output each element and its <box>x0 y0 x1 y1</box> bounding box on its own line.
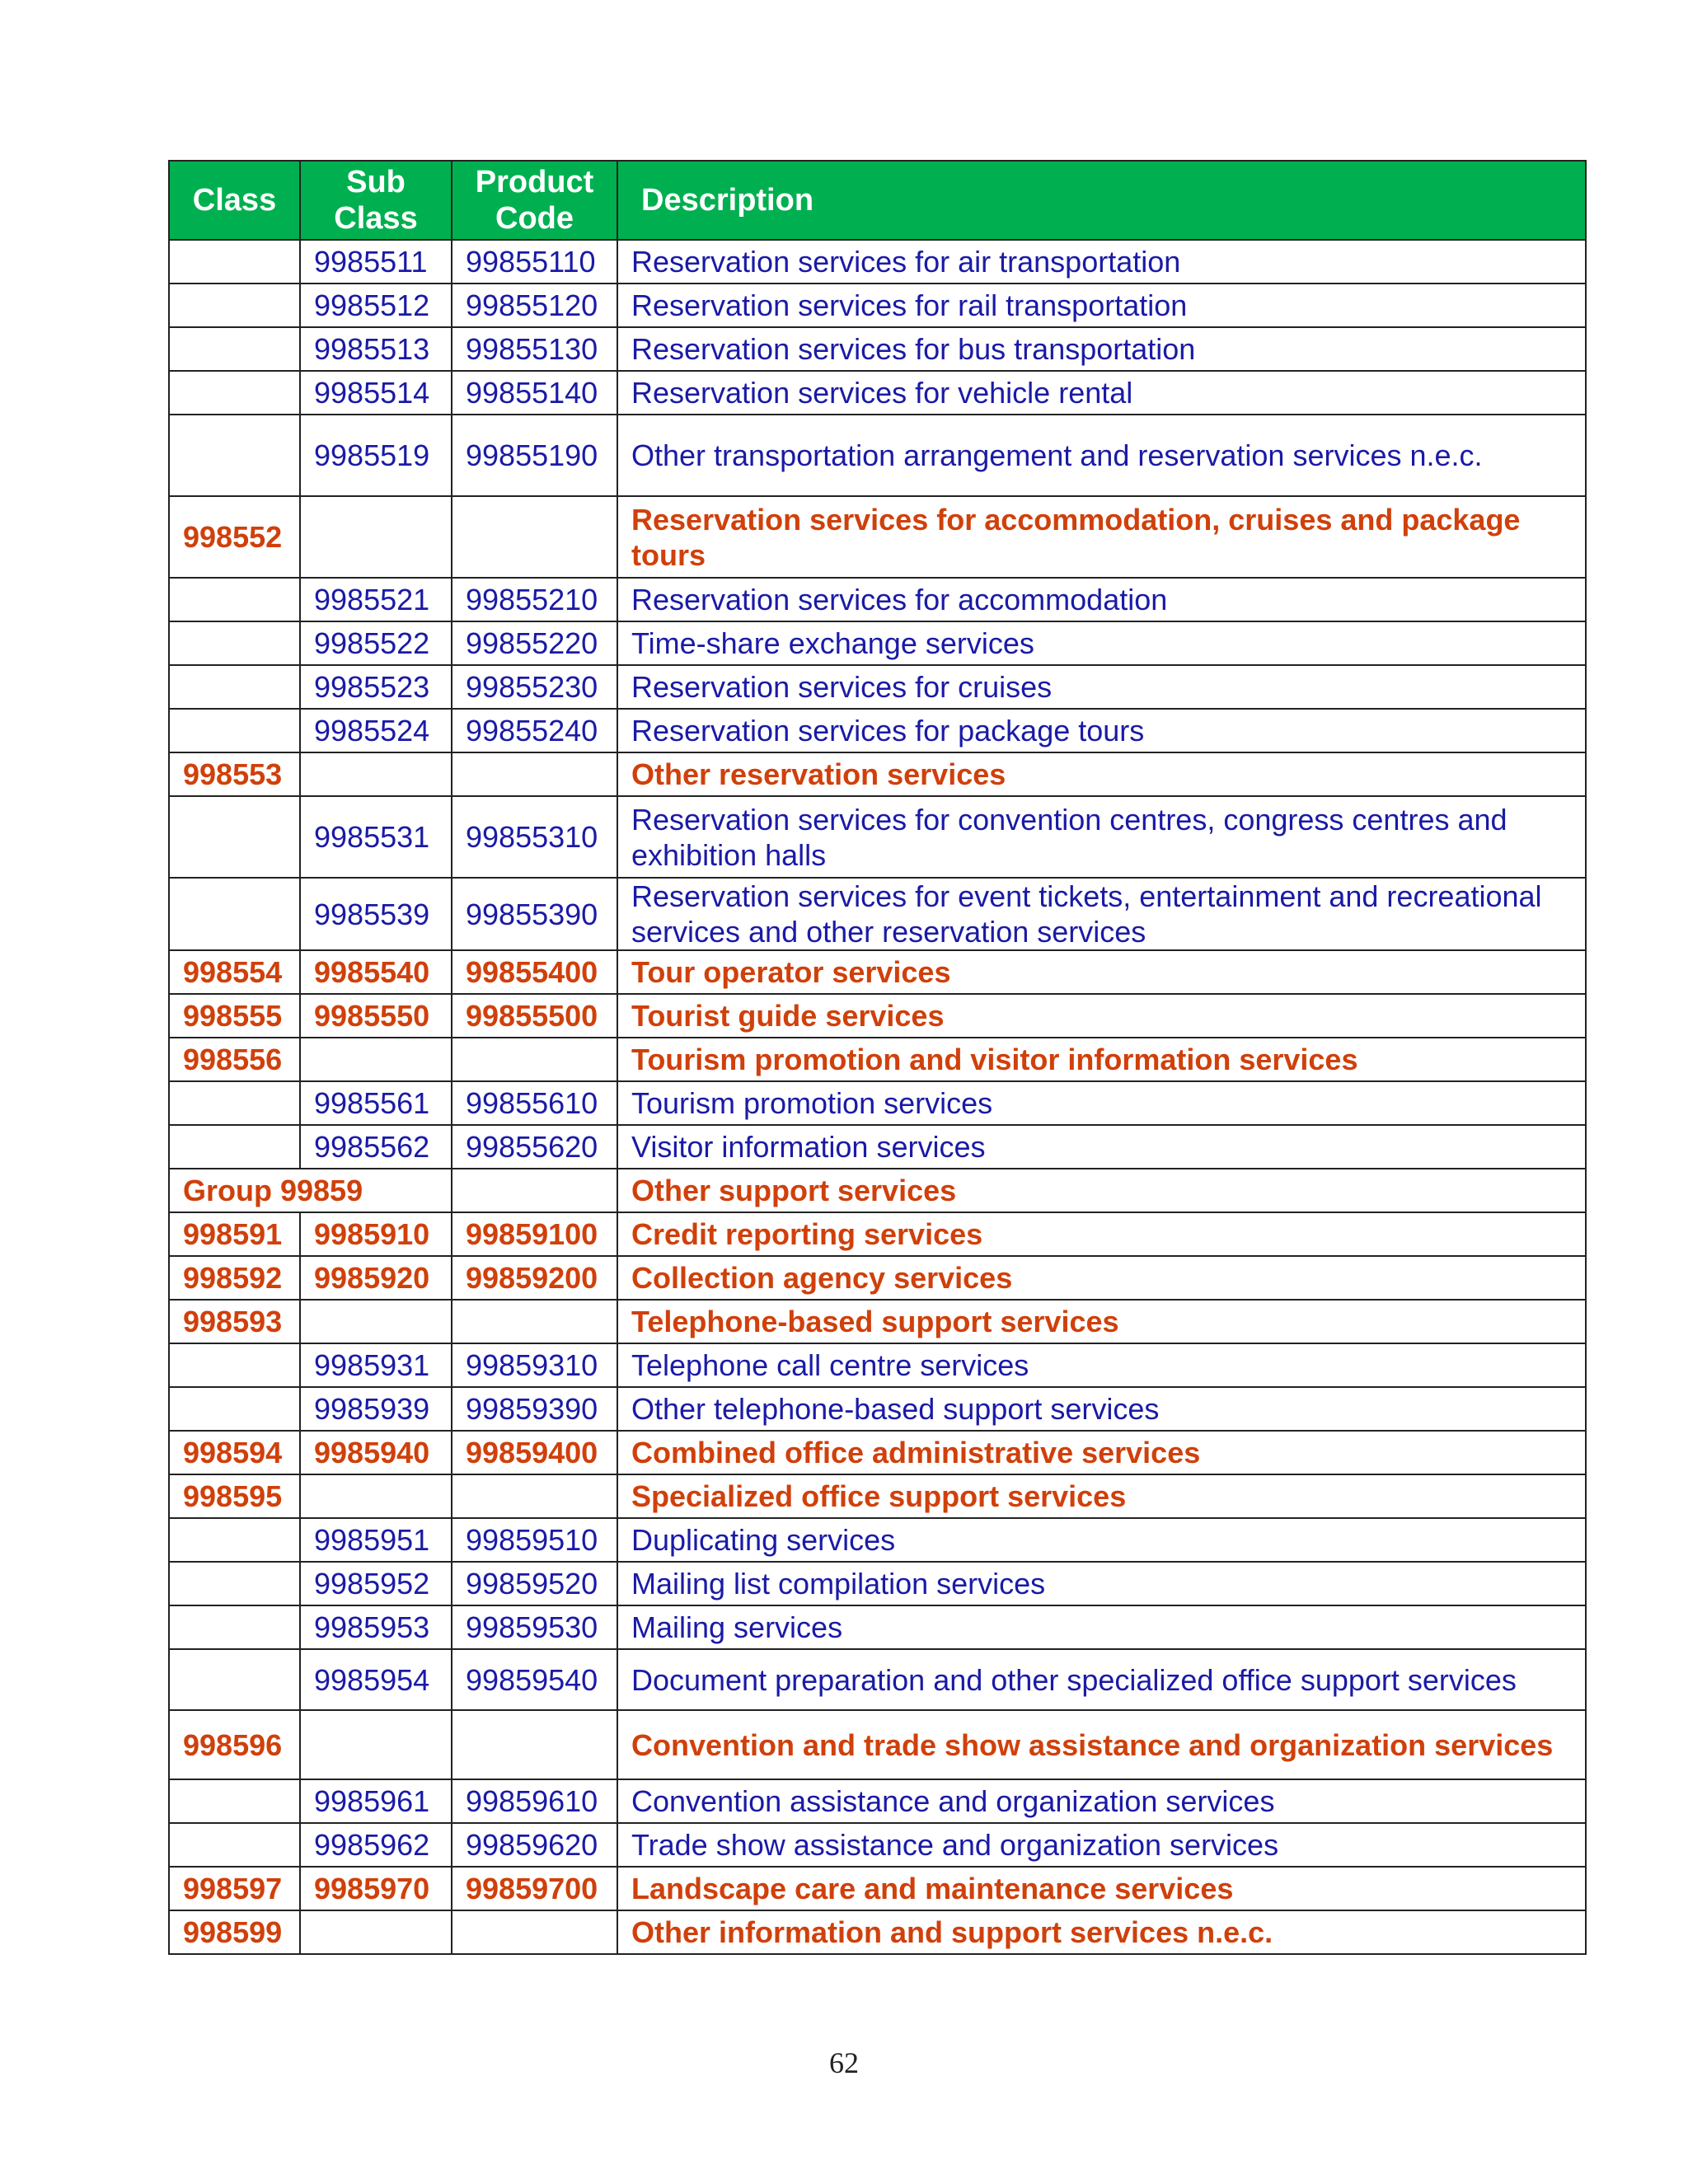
cell-description: Tourism promotion services <box>617 1081 1586 1125</box>
cell-sub-class: 9985519 <box>300 415 452 496</box>
cell-sub-class: 9985920 <box>300 1256 452 1300</box>
cell-product-code: 99855500 <box>452 994 617 1038</box>
table-row <box>169 709 1586 752</box>
table-row <box>169 371 1586 415</box>
cell-product-code: 99859400 <box>452 1431 617 1474</box>
cell-sub-class: 9985954 <box>300 1649 452 1710</box>
table-row <box>169 1710 1586 1779</box>
cell-class: 998591 <box>169 1212 300 1256</box>
cell-product-code <box>452 1710 617 1779</box>
table-row <box>169 1212 1586 1256</box>
cell-class <box>169 1779 300 1823</box>
table-row <box>169 1649 1586 1710</box>
cell-sub-class: 9985523 <box>300 665 452 709</box>
cell-description: Reservation services for accommodation <box>617 578 1586 621</box>
table-body <box>169 240 1586 1954</box>
table-row <box>169 878 1586 950</box>
service-code-table <box>168 160 1587 1955</box>
table-row <box>169 752 1586 796</box>
cell-sub-class <box>300 496 452 578</box>
cell-product-code <box>452 1910 617 1954</box>
cell-description: Reservation services for vehicle rental <box>617 371 1586 415</box>
cell-sub-class: 9985970 <box>300 1867 452 1910</box>
cell-description: Other information and support services n.e.c. <box>617 1910 1586 1954</box>
cell-class <box>169 709 300 752</box>
header-sub-class-label: Sub Class <box>334 165 418 236</box>
cell-description: Tourist guide services <box>617 994 1586 1038</box>
table-row <box>169 621 1586 665</box>
table-row <box>169 1605 1586 1649</box>
table-row <box>169 1823 1586 1867</box>
cell-product-code <box>452 1038 617 1081</box>
cell-sub-class: 9985962 <box>300 1823 452 1867</box>
table-row <box>169 1125 1586 1169</box>
cell-product-code: 99855620 <box>452 1125 617 1169</box>
cell-class: 998597 <box>169 1867 300 1910</box>
cell-description: Specialized office support services <box>617 1474 1586 1518</box>
cell-sub-class: 9985939 <box>300 1387 452 1431</box>
cell-class <box>169 1605 300 1649</box>
cell-sub-class <box>300 752 452 796</box>
cell-sub-class: 9985514 <box>300 371 452 415</box>
table-row <box>169 496 1586 578</box>
cell-sub-class: 9985511 <box>300 240 452 284</box>
cell-product-code: 99859700 <box>452 1867 617 1910</box>
cell-sub-class: 9985539 <box>300 878 452 950</box>
cell-class: 998594 <box>169 1431 300 1474</box>
header-description: Description <box>617 161 1586 240</box>
cell-sub-class: 9985531 <box>300 796 452 878</box>
cell-description: Tour operator services <box>617 950 1586 994</box>
cell-product-code: 99859100 <box>452 1212 617 1256</box>
cell-description: Combined office administrative services <box>617 1431 1586 1474</box>
cell-description: Time-share exchange services <box>617 621 1586 665</box>
cell-class <box>169 621 300 665</box>
table-row <box>169 1256 1586 1300</box>
cell-description: Landscape care and maintenance services <box>617 1867 1586 1910</box>
cell-product-code: 99855220 <box>452 621 617 665</box>
cell-product-code: 99855610 <box>452 1081 617 1125</box>
cell-product-code: 99859200 <box>452 1256 617 1300</box>
table-header <box>169 161 1586 240</box>
cell-description: Reservation services for rail transportation <box>617 284 1586 327</box>
table-row <box>169 578 1586 621</box>
cell-description: Telephone call centre services <box>617 1343 1586 1387</box>
cell-sub-class: 9985953 <box>300 1605 452 1649</box>
cell-description: Telephone-based support services <box>617 1300 1586 1343</box>
cell-product-code: 99859310 <box>452 1343 617 1387</box>
cell-description: Reservation services for convention centres, congress centres and exhibition halls <box>617 796 1586 878</box>
cell-description: Duplicating services <box>617 1518 1586 1562</box>
cell-sub-class <box>300 1038 452 1081</box>
cell-sub-class: 9985952 <box>300 1562 452 1605</box>
cell-product-code <box>452 752 617 796</box>
cell-description: Other telephone-based support services <box>617 1387 1586 1431</box>
table-row <box>169 284 1586 327</box>
cell-sub-class: 9985524 <box>300 709 452 752</box>
cell-sub-class <box>300 1474 452 1518</box>
cell-description: Reservation services for package tours <box>617 709 1586 752</box>
cell-product-code: 99855240 <box>452 709 617 752</box>
cell-product-code <box>452 1474 617 1518</box>
cell-description: Credit reporting services <box>617 1212 1586 1256</box>
cell-description: Mailing services <box>617 1605 1586 1649</box>
table-row <box>169 1910 1586 1954</box>
cell-sub-class: 9985561 <box>300 1081 452 1125</box>
header-product-code-label: Product Code <box>475 165 594 236</box>
cell-class <box>169 1125 300 1169</box>
cell-product-code: 99859540 <box>452 1649 617 1710</box>
cell-sub-class: 9985951 <box>300 1518 452 1562</box>
cell-product-code <box>452 496 617 578</box>
cell-sub-class: 9985522 <box>300 621 452 665</box>
cell-class <box>169 796 300 878</box>
cell-description: Reservation services for event tickets, entertainment and recreational services and other reservation services <box>617 878 1586 950</box>
table-row <box>169 1867 1586 1910</box>
cell-sub-class: 9985940 <box>300 1431 452 1474</box>
cell-class <box>169 371 300 415</box>
cell-class: 998556 <box>169 1038 300 1081</box>
cell-sub-class: 9985512 <box>300 284 452 327</box>
cell-sub-class <box>300 1300 452 1343</box>
cell-class <box>169 1081 300 1125</box>
cell-sub-class: 9985513 <box>300 327 452 371</box>
cell-product-code <box>452 1169 617 1212</box>
cell-description: Visitor information services <box>617 1125 1586 1169</box>
cell-product-code: 99855130 <box>452 327 617 371</box>
cell-product-code: 99855310 <box>452 796 617 878</box>
cell-class: 998553 <box>169 752 300 796</box>
table-row <box>169 1779 1586 1823</box>
header-class: Class <box>169 161 300 240</box>
cell-product-code: 99855140 <box>452 371 617 415</box>
table-row <box>169 1431 1586 1474</box>
cell-class: 998592 <box>169 1256 300 1300</box>
cell-product-code: 99859390 <box>452 1387 617 1431</box>
cell-description: Trade show assistance and organization services <box>617 1823 1586 1867</box>
cell-description: Mailing list compilation services <box>617 1562 1586 1605</box>
header-product-code <box>452 161 617 240</box>
cell-sub-class: 9985521 <box>300 578 452 621</box>
cell-class <box>169 1649 300 1710</box>
cell-sub-class <box>300 1710 452 1779</box>
cell-description: Convention and trade show assistance and organization services <box>617 1710 1586 1779</box>
cell-class: 998552 <box>169 496 300 578</box>
cell-product-code: 99859510 <box>452 1518 617 1562</box>
table-row <box>169 665 1586 709</box>
table-row <box>169 950 1586 994</box>
cell-sub-class: 9985931 <box>300 1343 452 1387</box>
cell-class <box>169 415 300 496</box>
table-row <box>169 1562 1586 1605</box>
cell-description: Convention assistance and organization services <box>617 1779 1586 1823</box>
cell-product-code <box>452 1300 617 1343</box>
cell-product-code: 99855400 <box>452 950 617 994</box>
table-row <box>169 1387 1586 1431</box>
cell-description: Other support services <box>617 1169 1586 1212</box>
cell-class: 998595 <box>169 1474 300 1518</box>
cell-class <box>169 240 300 284</box>
cell-sub-class: 9985540 <box>300 950 452 994</box>
cell-class <box>169 1823 300 1867</box>
cell-sub-class <box>300 1910 452 1954</box>
cell-class <box>169 1387 300 1431</box>
page-number: 62 <box>829 2046 859 2079</box>
cell-sub-class: 9985550 <box>300 994 452 1038</box>
cell-class <box>169 327 300 371</box>
table-row <box>169 994 1586 1038</box>
cell-sub-class: 9985562 <box>300 1125 452 1169</box>
table-row <box>169 1081 1586 1125</box>
cell-class <box>169 578 300 621</box>
table-row <box>169 1038 1586 1081</box>
cell-description: Reservation services for accommodation, cruises and package tours <box>617 496 1586 578</box>
cell-class: 998599 <box>169 1910 300 1954</box>
cell-class <box>169 1518 300 1562</box>
cell-product-code: 99855120 <box>452 284 617 327</box>
cell-class: 998554 <box>169 950 300 994</box>
cell-class <box>169 1562 300 1605</box>
cell-class <box>169 284 300 327</box>
cell-product-code: 99859530 <box>452 1605 617 1649</box>
cell-product-code: 99855110 <box>452 240 617 284</box>
cell-description: Other transportation arrangement and reservation services n.e.c. <box>617 415 1586 496</box>
cell-sub-class: 9985961 <box>300 1779 452 1823</box>
table-row <box>169 1300 1586 1343</box>
cell-sub-class: 9985910 <box>300 1212 452 1256</box>
cell-description: Collection agency services <box>617 1256 1586 1300</box>
cell-product-code: 99855390 <box>452 878 617 950</box>
cell-class: 998596 <box>169 1710 300 1779</box>
table-row <box>169 1169 1586 1212</box>
table-row <box>169 796 1586 878</box>
cell-product-code: 99859520 <box>452 1562 617 1605</box>
table-row <box>169 1518 1586 1562</box>
cell-description: Tourism promotion and visitor information services <box>617 1038 1586 1081</box>
cell-description: Reservation services for bus transportation <box>617 327 1586 371</box>
header-sub-class <box>300 161 452 240</box>
table-row <box>169 327 1586 371</box>
cell-class: Group 99859 <box>169 1169 452 1212</box>
cell-class <box>169 1343 300 1387</box>
cell-product-code: 99859620 <box>452 1823 617 1867</box>
cell-product-code: 99859610 <box>452 1779 617 1823</box>
cell-description: Other reservation services <box>617 752 1586 796</box>
cell-product-code: 99855230 <box>452 665 617 709</box>
cell-description: Reservation services for cruises <box>617 665 1586 709</box>
cell-class <box>169 665 300 709</box>
cell-class: 998593 <box>169 1300 300 1343</box>
table-row <box>169 1474 1586 1518</box>
cell-description: Reservation services for air transportation <box>617 240 1586 284</box>
cell-product-code: 99855190 <box>452 415 617 496</box>
cell-class: 998555 <box>169 994 300 1038</box>
cell-class <box>169 878 300 950</box>
table-row <box>169 415 1586 496</box>
table-row <box>169 1343 1586 1387</box>
table-row <box>169 240 1586 284</box>
cell-product-code: 99855210 <box>452 578 617 621</box>
header-row <box>169 161 1586 240</box>
cell-description: Document preparation and other specialized office support services <box>617 1649 1586 1710</box>
